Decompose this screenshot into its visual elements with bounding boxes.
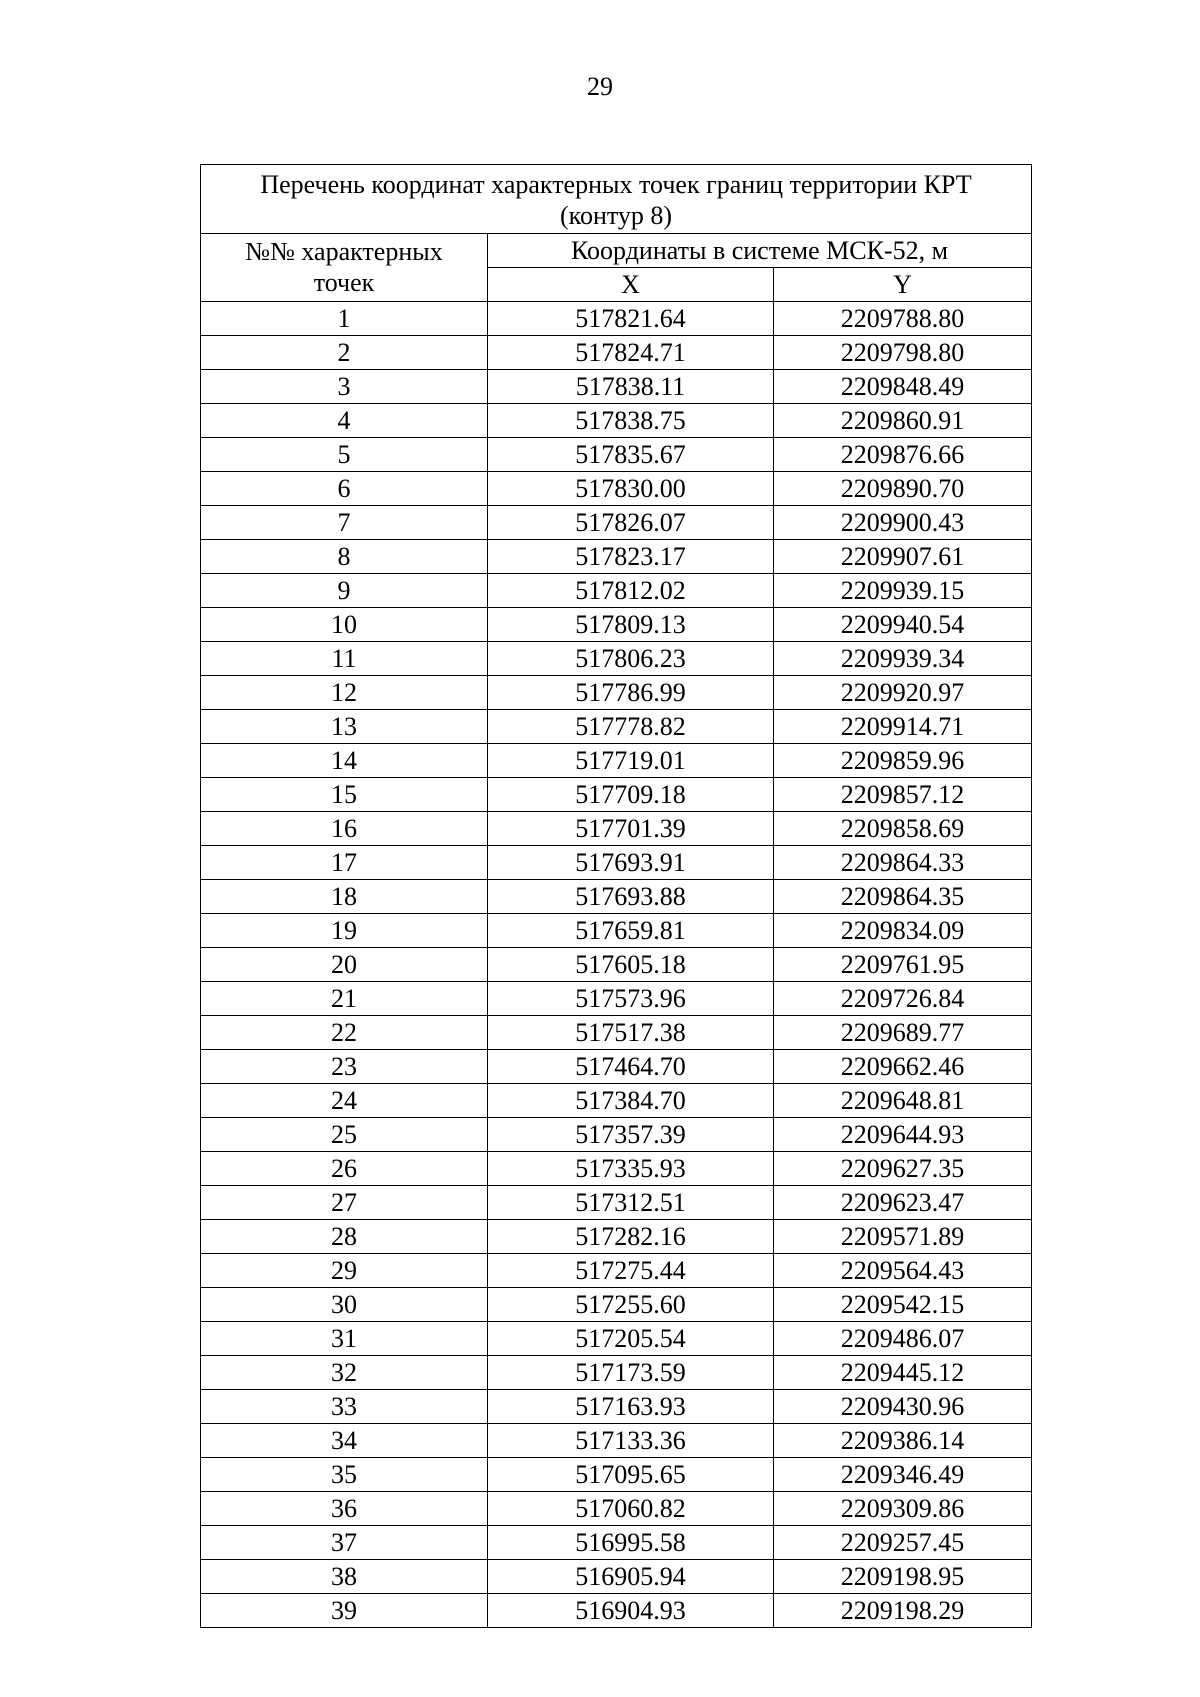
x-coordinate-cell: 517095.65 xyxy=(488,1458,774,1492)
table-row xyxy=(201,472,1032,506)
x-coordinate-cell: 517605.18 xyxy=(488,948,774,982)
table-header-row xyxy=(201,234,1032,268)
point-number-cell: 26 xyxy=(201,1152,488,1186)
y-coordinate-cell: 2209486.07 xyxy=(774,1322,1032,1356)
y-coordinate-cell: 2209198.29 xyxy=(774,1594,1032,1628)
x-coordinate-cell: 517133.36 xyxy=(488,1424,774,1458)
y-coordinate-cell: 2209430.96 xyxy=(774,1390,1032,1424)
y-coordinate-cell: 2209940.54 xyxy=(774,608,1032,642)
table-row xyxy=(201,1560,1032,1594)
table-row xyxy=(201,778,1032,812)
table-row xyxy=(201,914,1032,948)
point-number-cell: 20 xyxy=(201,948,488,982)
table-row xyxy=(201,1186,1032,1220)
point-number-cell: 29 xyxy=(201,1254,488,1288)
y-coordinate-cell: 2209920.97 xyxy=(774,676,1032,710)
x-coordinate-cell: 517701.39 xyxy=(488,812,774,846)
point-number-cell: 17 xyxy=(201,846,488,880)
point-number-cell: 33 xyxy=(201,1390,488,1424)
x-coordinate-cell: 517255.60 xyxy=(488,1288,774,1322)
table-row xyxy=(201,744,1032,778)
x-coordinate-cell: 517830.00 xyxy=(488,472,774,506)
point-number-cell: 37 xyxy=(201,1526,488,1560)
y-coordinate-cell: 2209648.81 xyxy=(774,1084,1032,1118)
x-coordinate-cell: 516905.94 xyxy=(488,1560,774,1594)
table-row xyxy=(201,948,1032,982)
y-coordinate-cell: 2209798.80 xyxy=(774,336,1032,370)
x-coordinate-cell: 517282.16 xyxy=(488,1220,774,1254)
x-coordinate-cell: 517786.99 xyxy=(488,676,774,710)
x-coordinate-cell: 517838.75 xyxy=(488,404,774,438)
y-coordinate-cell: 2209864.33 xyxy=(774,846,1032,880)
y-coordinate-cell: 2209848.49 xyxy=(774,370,1032,404)
x-coordinate-cell: 517835.67 xyxy=(488,438,774,472)
y-coordinate-cell: 2209309.86 xyxy=(774,1492,1032,1526)
table-row xyxy=(201,1152,1032,1186)
point-number-header xyxy=(201,234,488,302)
table-row xyxy=(201,438,1032,472)
table-row xyxy=(201,1390,1032,1424)
point-number-cell: 39 xyxy=(201,1594,488,1628)
y-coordinate-cell: 2209890.70 xyxy=(774,472,1032,506)
table-row xyxy=(201,1118,1032,1152)
point-number-cell: 14 xyxy=(201,744,488,778)
y-coordinate-cell: 2209445.12 xyxy=(774,1356,1032,1390)
table-row xyxy=(201,880,1032,914)
x-coordinate-cell: 517573.96 xyxy=(488,982,774,1016)
y-coordinate-cell: 2209198.95 xyxy=(774,1560,1032,1594)
y-coordinate-cell: 2209571.89 xyxy=(774,1220,1032,1254)
x-coordinate-cell: 517709.18 xyxy=(488,778,774,812)
point-number-cell: 10 xyxy=(201,608,488,642)
x-coordinate-cell: 517826.07 xyxy=(488,506,774,540)
point-number-cell: 2 xyxy=(201,336,488,370)
y-coordinate-cell: 2209876.66 xyxy=(774,438,1032,472)
x-coordinate-cell: 516904.93 xyxy=(488,1594,774,1628)
x-coordinate-cell: 517464.70 xyxy=(488,1050,774,1084)
point-number-cell: 22 xyxy=(201,1016,488,1050)
y-coordinate-cell: 2209726.84 xyxy=(774,982,1032,1016)
point-number-header-line-1: №№ характерных xyxy=(245,237,443,266)
table-row xyxy=(201,1288,1032,1322)
x-coordinate-cell: 517173.59 xyxy=(488,1356,774,1390)
table-row xyxy=(201,1492,1032,1526)
point-number-cell: 18 xyxy=(201,880,488,914)
point-number-cell: 9 xyxy=(201,574,488,608)
table-row xyxy=(201,982,1032,1016)
point-number-cell: 25 xyxy=(201,1118,488,1152)
point-number-cell: 36 xyxy=(201,1492,488,1526)
y-coordinate-cell: 2209859.96 xyxy=(774,744,1032,778)
table-row xyxy=(201,1322,1032,1356)
x-coordinate-cell: 517384.70 xyxy=(488,1084,774,1118)
point-number-cell: 28 xyxy=(201,1220,488,1254)
x-coordinate-cell: 517275.44 xyxy=(488,1254,774,1288)
x-header: X xyxy=(488,268,774,302)
x-coordinate-cell: 517823.17 xyxy=(488,540,774,574)
y-coordinate-cell: 2209914.71 xyxy=(774,710,1032,744)
x-coordinate-cell: 517659.81 xyxy=(488,914,774,948)
y-header: Y xyxy=(774,268,1032,302)
table-row xyxy=(201,1594,1032,1628)
y-coordinate-cell: 2209689.77 xyxy=(774,1016,1032,1050)
table-title-line-2: (контур 8) xyxy=(559,201,673,230)
x-coordinate-cell: 517838.11 xyxy=(488,370,774,404)
table-row xyxy=(201,642,1032,676)
y-coordinate-cell: 2209623.47 xyxy=(774,1186,1032,1220)
table-row xyxy=(201,404,1032,438)
point-number-cell: 38 xyxy=(201,1560,488,1594)
point-number-cell: 12 xyxy=(201,676,488,710)
y-coordinate-cell: 2209346.49 xyxy=(774,1458,1032,1492)
y-coordinate-cell: 2209257.45 xyxy=(774,1526,1032,1560)
x-coordinate-cell: 517719.01 xyxy=(488,744,774,778)
point-number-cell: 5 xyxy=(201,438,488,472)
coordinates-header: Координаты в системе МСК-52, м xyxy=(488,234,1032,268)
table-row xyxy=(201,370,1032,404)
point-number-cell: 3 xyxy=(201,370,488,404)
point-number-cell: 27 xyxy=(201,1186,488,1220)
point-number-cell: 13 xyxy=(201,710,488,744)
x-coordinate-cell: 517312.51 xyxy=(488,1186,774,1220)
table-row xyxy=(201,1424,1032,1458)
table-row xyxy=(201,1220,1032,1254)
x-coordinate-cell: 517809.13 xyxy=(488,608,774,642)
x-coordinate-cell: 517821.64 xyxy=(488,302,774,336)
point-number-cell: 6 xyxy=(201,472,488,506)
y-coordinate-cell: 2209864.35 xyxy=(774,880,1032,914)
y-coordinate-cell: 2209907.61 xyxy=(774,540,1032,574)
y-coordinate-cell: 2209834.09 xyxy=(774,914,1032,948)
x-coordinate-cell: 517060.82 xyxy=(488,1492,774,1526)
x-coordinate-cell: 517693.88 xyxy=(488,880,774,914)
table-row xyxy=(201,1526,1032,1560)
y-coordinate-cell: 2209858.69 xyxy=(774,812,1032,846)
point-number-cell: 1 xyxy=(201,302,488,336)
coordinates-table xyxy=(200,164,1032,1628)
table-row xyxy=(201,676,1032,710)
table-row xyxy=(201,574,1032,608)
y-coordinate-cell: 2209644.93 xyxy=(774,1118,1032,1152)
point-number-cell: 34 xyxy=(201,1424,488,1458)
point-number-cell: 32 xyxy=(201,1356,488,1390)
x-coordinate-cell: 517693.91 xyxy=(488,846,774,880)
x-coordinate-cell: 516995.58 xyxy=(488,1526,774,1560)
point-number-cell: 11 xyxy=(201,642,488,676)
table-row xyxy=(201,608,1032,642)
x-coordinate-cell: 517812.02 xyxy=(488,574,774,608)
table-row xyxy=(201,1356,1032,1390)
table-row xyxy=(201,710,1032,744)
table-title-row xyxy=(201,165,1032,234)
y-coordinate-cell: 2209386.14 xyxy=(774,1424,1032,1458)
point-number-cell: 15 xyxy=(201,778,488,812)
y-coordinate-cell: 2209662.46 xyxy=(774,1050,1032,1084)
y-coordinate-cell: 2209627.35 xyxy=(774,1152,1032,1186)
table-row xyxy=(201,1084,1032,1118)
point-number-cell: 24 xyxy=(201,1084,488,1118)
point-number-cell: 8 xyxy=(201,540,488,574)
point-number-cell: 30 xyxy=(201,1288,488,1322)
x-coordinate-cell: 517517.38 xyxy=(488,1016,774,1050)
point-number-cell: 4 xyxy=(201,404,488,438)
point-number-cell: 31 xyxy=(201,1322,488,1356)
table-row xyxy=(201,812,1032,846)
y-coordinate-cell: 2209900.43 xyxy=(774,506,1032,540)
x-coordinate-cell: 517205.54 xyxy=(488,1322,774,1356)
x-coordinate-cell: 517778.82 xyxy=(488,710,774,744)
y-coordinate-cell: 2209788.80 xyxy=(774,302,1032,336)
x-coordinate-cell: 517163.93 xyxy=(488,1390,774,1424)
point-number-cell: 35 xyxy=(201,1458,488,1492)
y-coordinate-cell: 2209542.15 xyxy=(774,1288,1032,1322)
table-title-line-1: Перечень координат характерных точек границ территории КРТ xyxy=(260,170,972,199)
table-title xyxy=(201,165,1032,234)
table-row xyxy=(201,1458,1032,1492)
table-row xyxy=(201,540,1032,574)
x-coordinate-cell: 517335.93 xyxy=(488,1152,774,1186)
table-row xyxy=(201,1050,1032,1084)
table-row xyxy=(201,506,1032,540)
table-row xyxy=(201,1254,1032,1288)
table-row xyxy=(201,336,1032,370)
table-row xyxy=(201,846,1032,880)
point-number-cell: 23 xyxy=(201,1050,488,1084)
point-number-cell: 16 xyxy=(201,812,488,846)
point-number-cell: 19 xyxy=(201,914,488,948)
y-coordinate-cell: 2209761.95 xyxy=(774,948,1032,982)
x-coordinate-cell: 517806.23 xyxy=(488,642,774,676)
x-coordinate-cell: 517357.39 xyxy=(488,1118,774,1152)
x-coordinate-cell: 517824.71 xyxy=(488,336,774,370)
point-number-cell: 7 xyxy=(201,506,488,540)
y-coordinate-cell: 2209939.34 xyxy=(774,642,1032,676)
page-number: 29 xyxy=(587,72,613,101)
table-row xyxy=(201,1016,1032,1050)
y-coordinate-cell: 2209857.12 xyxy=(774,778,1032,812)
point-number-cell: 21 xyxy=(201,982,488,1016)
y-coordinate-cell: 2209860.91 xyxy=(774,404,1032,438)
y-coordinate-cell: 2209939.15 xyxy=(774,574,1032,608)
y-coordinate-cell: 2209564.43 xyxy=(774,1254,1032,1288)
point-number-header-line-2: точек xyxy=(313,268,375,297)
table-row xyxy=(201,302,1032,336)
